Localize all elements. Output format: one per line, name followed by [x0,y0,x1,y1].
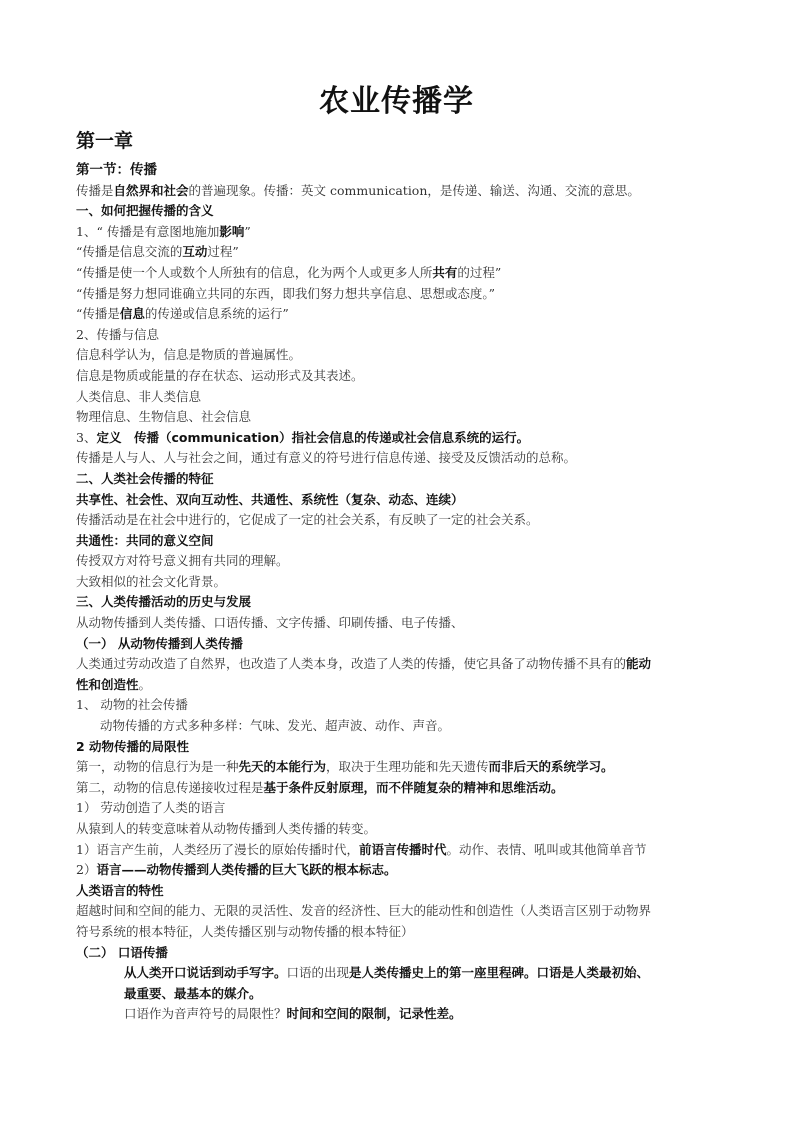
bold-text: 一、如何把握传播的含义 [76,203,214,219]
paragraph-line [76,448,726,469]
paragraph-line [76,1004,726,1025]
text: 信息是物质或能量的存在状态、运动形式及其表述。 [76,367,364,383]
paragraph-line [76,881,726,902]
paragraph-line [76,407,726,428]
paragraph-line [76,654,726,675]
text: 超越时间和空间的能力、无限的灵活性、发音的经济性、巨大的能动性和创造性（人类语言区别于动物界 [76,903,652,919]
text: 从动物传播到人类传播、口语传播、文字传播、印刷传播、电子传播、 [76,615,464,631]
paragraph-line [76,675,726,696]
bold-text: 从人类开口说话到动手写字。 [124,965,287,981]
paragraph-line [76,222,726,243]
text: “传播是努力想同谁确立共同的东西，即我们努力想共享信息、思想或态度。” [76,285,496,301]
text: 1）语言产生前，人类经历了漫长的原始传播时代， [76,841,359,857]
paragraph-line [76,819,726,840]
text: 信息科学认为，信息是物质的普遍属性。 [76,347,302,363]
text: 第二，动物的信息传递接收过程是 [76,779,264,795]
paragraph-line [76,531,726,552]
text: ，取决于生理功能和先天遗传 [326,759,489,775]
paragraph-line [76,695,726,716]
paragraph-line [76,716,726,737]
text: 大致相似的社会文化背景。 [76,573,227,589]
bold-text: 先天的本能行为 [238,759,327,775]
text: “传播是 [76,306,120,322]
text: 物理信息、生物信息、社会信息 [76,409,252,425]
bold-text: 2 动物传播的局限性 [76,738,190,754]
text: 1、 动物的社会传播 [76,697,188,713]
text: 的普遍现象。传播：英文 communication，是传递、输送、沟通、交流的意思。 [188,182,640,198]
paragraph-line [76,798,726,819]
text: 的传递或信息系统的运行” [144,306,289,322]
paragraph-line [76,922,726,943]
paragraph-line [76,428,726,449]
bold-text: 最重要、最基本的媒介。 [124,985,262,1001]
text: 1、“ 传播是有意图地施加 [76,223,220,239]
paragraph-line [76,860,726,881]
bold-text: 二、人类社会传播的特征 [76,470,214,486]
text: 从猿到人的转变意味着从动物传播到人类传播的转变。 [76,821,377,836]
text: 过程” [207,244,239,260]
text: 口语的出现 [286,965,350,981]
paragraph-line [76,181,726,202]
section-heading [76,634,726,655]
bold-text: 语言——动物传播到人类传播的巨大飞跃的根本标志。 [96,862,397,878]
paragraph-line [76,345,726,366]
text: “传播是使一个人或数个人所独有的信息，化为两个人或更多人所 [76,264,433,280]
paragraph-line [76,325,726,346]
bold-text: 而非后天的系统学习。 [488,759,614,775]
text: 的过程” [457,264,502,280]
section-heading [76,160,726,181]
bold-text: 基于条件反射原理，而不伴随复杂的精神和思维活动。 [263,779,564,795]
bold-text: 定义 传播（communication）指社会信息的传递或社会信息系统的运行。 [96,429,530,445]
bold-text: 第一节：传播 [76,162,157,178]
text: 1） 劳动创造了人类的语言 [76,800,226,816]
text: 人类信息、非人类信息 [76,388,202,404]
paragraph-line [76,387,726,408]
bold-text: 三、人类传播活动的历史与发展 [76,594,252,610]
paragraph-line [76,737,726,758]
text: ” [244,223,251,239]
text: 传授双方对符号意义拥有共同的理解。 [76,553,289,569]
bold-text: 共有 [432,264,458,280]
text: 2、传播与信息 [76,326,159,342]
paragraph-line [76,284,726,305]
bold-text: 人类语言的特性 [76,882,164,898]
text: 传播活动是在社会中进行的，它促成了一定的社会关系，有反映了一定的社会关系。 [76,512,539,528]
section-heading [76,201,726,222]
chapter-heading: 第一章 [76,130,134,152]
text: 。 [138,676,152,692]
section-heading [76,943,726,964]
paragraph-line [76,366,726,387]
bold-text: 影响 [219,223,245,239]
paragraph-line [76,263,726,284]
paragraph-line [76,572,726,593]
document-title: 农业传播学 [319,84,474,119]
document-body [76,160,726,1025]
paragraph-line [76,613,726,634]
bold-text: 共通性：共同的意义空间 [76,532,214,548]
text: 第一，动物的信息行为是一种 [76,759,239,775]
paragraph-line [76,304,726,325]
text: 口语作为音声符号的局限性？ [124,1006,287,1022]
paragraph-line [76,242,726,263]
text: 传播是 [76,182,114,198]
bold-text: 信息 [119,306,145,322]
paragraph-line [76,984,726,1005]
paragraph-line [76,551,726,572]
text: 2） [76,862,97,878]
section-heading [76,592,726,613]
text: 动物传播的方式多种多样：气味、发光、超声波、动作、声音。 [100,718,451,734]
paragraph-line [76,510,726,531]
bold-text: 共享性、社会性、双向互动性、共通性、系统性（复杂、动态、连续） [76,491,464,507]
bold-text: 性和创造性 [76,676,139,692]
paragraph-line [76,490,726,511]
paragraph-line [76,840,726,861]
bold-text: 互动 [182,244,208,260]
paragraph-line [76,901,726,922]
text: 3、 [76,429,97,445]
bold-text: 是人类传播史上的第一座里程碑。口语是人类最初始、 [349,965,650,981]
text: 人类通过劳动改造了自然界，也改造了人类本身，改造了人类的传播，使它具备了动物传播不具有的 [76,656,627,672]
bold-text: 时间和空间的限制，记录性差。 [286,1006,462,1022]
bold-text: （一） 从动物传播到人类传播 [76,635,243,651]
paragraph-line [76,963,726,984]
text: “传播是信息交流的 [76,244,183,260]
bold-text: （二） 口语传播 [76,944,168,960]
paragraph-line [76,778,726,799]
bold-text: 能动 [626,656,652,672]
paragraph-line [76,757,726,778]
bold-text: 前语言传播时代 [358,841,447,857]
text: 。动作、表情、吼叫或其他简单音节 [446,841,647,857]
text: 传播是人与人、人与社会之间，通过有意义的符号进行信息传递、接受及反馈活动的总称。 [76,450,577,466]
bold-text: 自然界和社会 [113,182,189,198]
section-heading [76,469,726,490]
text: 符号系统的根本特征，人类传播区别与动物传播的根本特征） [76,923,414,939]
